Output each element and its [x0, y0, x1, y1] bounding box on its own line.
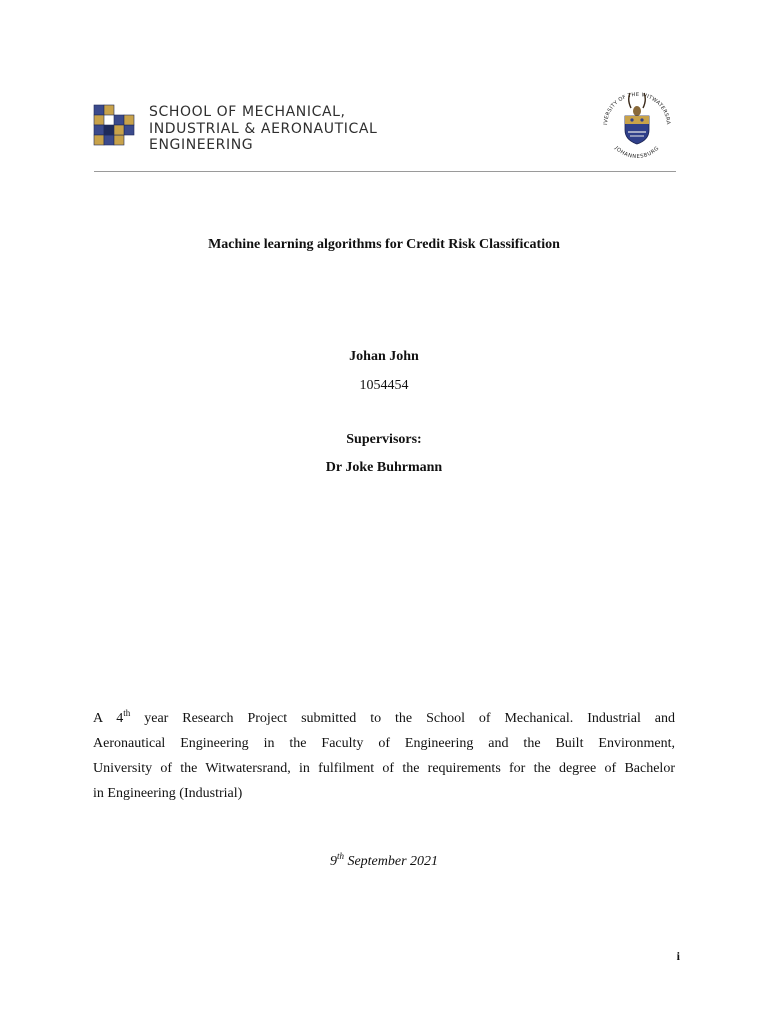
university-crest-icon [597, 80, 677, 172]
supervisors-label: Supervisors: [346, 432, 422, 447]
date-day: 9 [329, 854, 337, 869]
statement-prefix: A 4 [93, 711, 124, 726]
statement-line: University of the Witwatersrand, in fulfilment of the requirements for the degree of Bachelor [93, 761, 675, 776]
submission-statement [93, 706, 675, 806]
school-name-line: ENGINEERING [149, 137, 254, 153]
university-crest [597, 80, 677, 172]
student-number: 1054454 [359, 378, 409, 393]
statement-line: Aeronautical Engineering in the Faculty of Engineering and the Built Environment, [93, 736, 675, 751]
school-name [149, 104, 377, 154]
school-logo [92, 101, 138, 153]
crest-text-bottom: JOHANNESBURG [613, 145, 661, 161]
statement-line [93, 706, 675, 731]
crest-text-top: IVERSITY OF THE WITWATERSRA [603, 91, 672, 126]
school-cube-logo-icon [92, 101, 138, 153]
school-name-line: SCHOOL OF MECHANICAL, [149, 104, 346, 120]
statement-line1-rest: year Research Project submitted to the School of Mechanical. Industrial and [130, 711, 676, 726]
statement-line: in Engineering (Industrial) [93, 786, 243, 801]
statement-superscript: th [123, 708, 131, 718]
svg-text:JOHANNESBURG [613, 145, 661, 160]
header-divider [94, 171, 676, 172]
document-title: Machine learning algorithms for Credit Risk Classification [208, 237, 560, 252]
submission-date [0, 851, 768, 870]
page-number: i [676, 949, 680, 963]
date-superscript: th [336, 851, 344, 861]
author-name: Johan John [349, 349, 419, 364]
supervisor-name: Dr Joke Buhrmann [325, 460, 443, 475]
date-rest: September 2021 [343, 854, 439, 869]
school-name-line: INDUSTRIAL & AERONAUTICAL [149, 120, 378, 137]
